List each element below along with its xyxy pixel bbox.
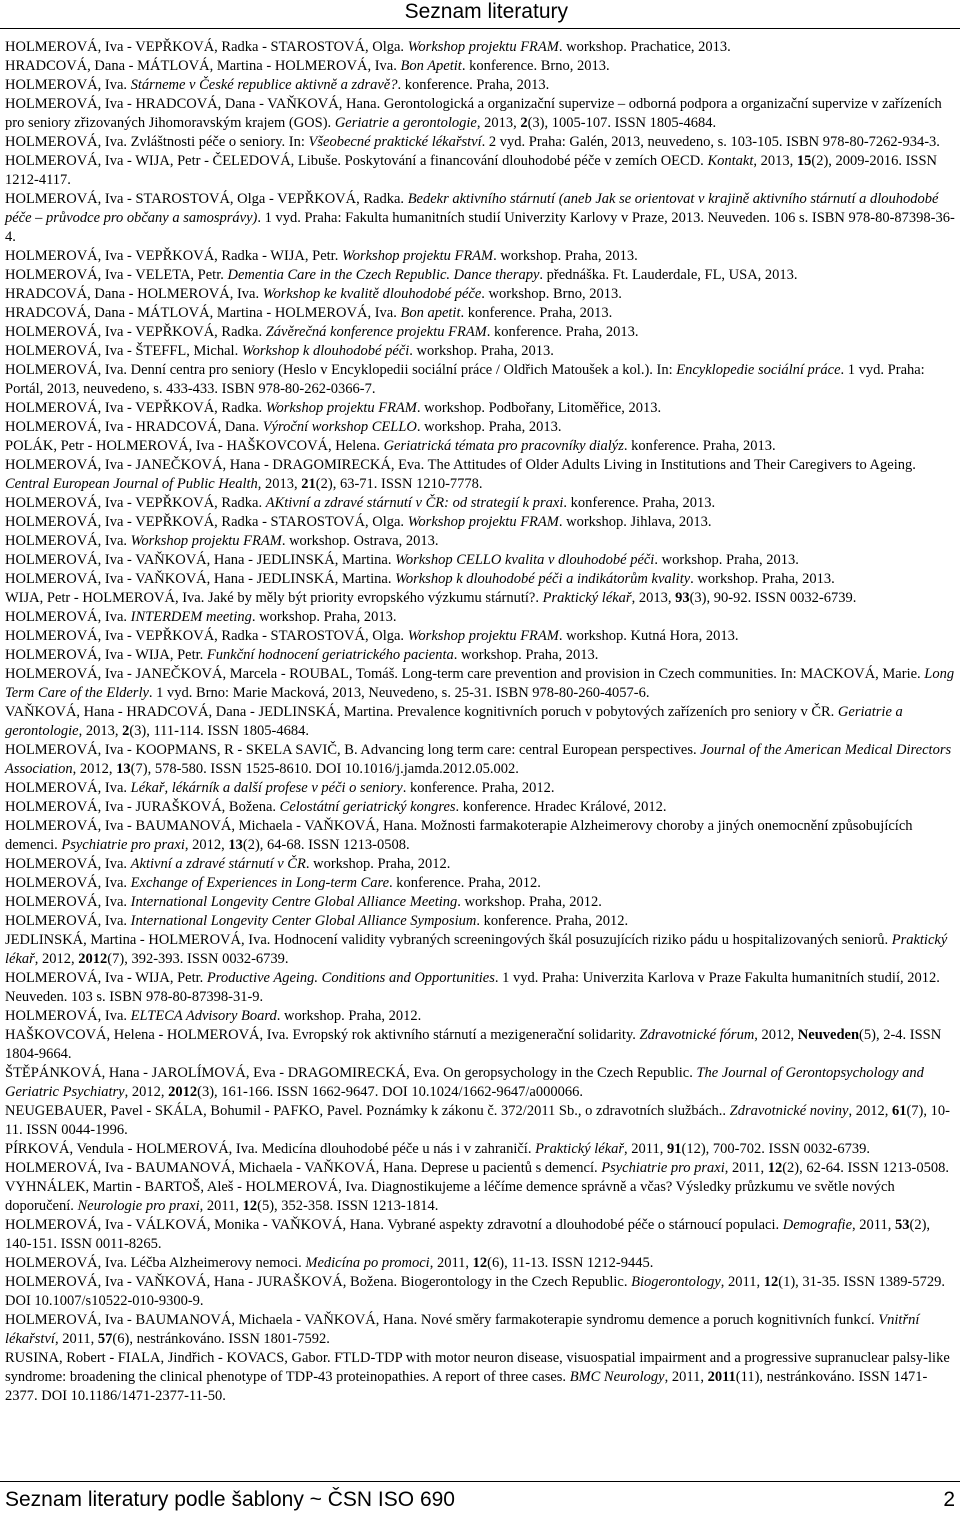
- reference-text: HOLMEROVÁ, Iva - VÁLKOVÁ, Monika - VAŇKOVÁ, Hana. Vybrané aspekty zdravotní a dlouhodobé péče o stárnoucí populaci.: [5, 1217, 783, 1233]
- reference-title: Demografie: [782, 1217, 853, 1233]
- footer-title: Seznam literatury podle šablony ~ ČSN ISO 690: [5, 1488, 455, 1511]
- reference-text: (6), nestránkováno. ISSN 1801-7592.: [112, 1331, 330, 1347]
- reference-text: . konference. Praha, 2013.: [460, 305, 613, 321]
- reference-entry: [5, 399, 955, 418]
- reference-entry: [5, 627, 955, 646]
- reference-text: . workshop. Praha, 2012.: [457, 894, 602, 910]
- reference-title: Vnitřní lékařství: [5, 1312, 920, 1347]
- reference-title: Funkční hodnocení geriatrického pacienta: [206, 647, 454, 663]
- reference-title: Biogerontology: [631, 1274, 721, 1290]
- reference-entry: [5, 1064, 955, 1102]
- reference-text: . workshop. Praha, 2013.: [409, 343, 554, 359]
- reference-text: HOLMEROVÁ, Iva.: [5, 875, 131, 891]
- reference-text: . konference. Praha, 2013.: [397, 77, 550, 93]
- reference-text: HOLMEROVÁ, Iva.: [5, 894, 131, 910]
- reference-text: (3), 1005-107. ISSN 1805-4684.: [527, 115, 717, 131]
- reference-title: Geriatrie a gerontologie: [5, 704, 903, 739]
- reference-text: ŠTĚPÁNKOVÁ, Hana - JAROLÍMOVÁ, Eva - DRAGOMIRECKÁ, Eva. On geropsychology in the Czech Republic.: [5, 1065, 697, 1081]
- reference-entry: [5, 646, 955, 665]
- reference-text: , 2013,: [476, 115, 521, 131]
- reference-text: . workshop. Prachatice, 2013.: [558, 39, 731, 55]
- reference-text: , 2011,: [724, 1160, 768, 1176]
- reference-entry: [5, 1026, 955, 1064]
- reference-title: Celostátní geriatrický kongres: [279, 799, 456, 815]
- reference-volume: 93: [675, 590, 690, 606]
- reference-title: Bon apetit: [400, 305, 461, 321]
- reference-text: . konference. Praha, 2012.: [402, 780, 555, 796]
- reference-entry: [5, 418, 955, 437]
- reference-title: Workshop ke kvalitě dlouhodobé péče: [262, 286, 482, 302]
- reference-entry: [5, 494, 955, 513]
- reference-volume: 2012: [78, 951, 108, 967]
- reference-text: HOLMEROVÁ, Iva - VEPŘKOVÁ, Radka.: [5, 495, 266, 511]
- reference-entry: [5, 76, 955, 95]
- reference-entry: [5, 589, 955, 608]
- reference-text: HRADCOVÁ, Dana - MÁTLOVÁ, Martina - HOLMEROVÁ, Iva.: [5, 58, 401, 74]
- reference-volume: 13: [116, 761, 131, 777]
- reference-text: HOLMEROVÁ, Iva - HRADCOVÁ, Dana - VAŇKOVÁ, Hana. Gerontologická a organizační supervize – odborná podpora a organizační supervize v zařízeních pro seniory zřizovaných Jihomoravským krajem (GOS).: [5, 96, 942, 131]
- reference-text: , 2013,: [78, 723, 123, 739]
- reference-text: . workshop. Praha, 2013.: [654, 552, 799, 568]
- reference-text: VYHNÁLEK, Martin - BARTOŠ, Aleš - HOLMEROVÁ, Iva. Diagnostikujeme a léčíme demence správně a včas? Výsledky průzkumu ve světle nových doporučení.: [5, 1179, 895, 1214]
- reference-title: Zdravotnické noviny: [729, 1103, 849, 1119]
- reference-volume: 2012: [168, 1084, 198, 1100]
- reference-text: HOLMEROVÁ, Iva - JANEČKOVÁ, Marcela - ROUBAL, Tomáš. Long-term care prevention and provision in Czech communities. In: MACKOVÁ, Marie.: [5, 666, 925, 682]
- reference-text: . konference. Praha, 2012.: [389, 875, 541, 891]
- reference-text: (12), 700-702. ISSN 0032-6739.: [681, 1141, 871, 1157]
- reference-entry: [5, 57, 955, 76]
- reference-title: Workshop k dlouhodobé péči a indikátorům kvality: [395, 571, 691, 587]
- reference-text: HOLMEROVÁ, Iva - VEPŘKOVÁ, Radka - STAROSTOVÁ, Olga.: [5, 628, 408, 644]
- reference-text: . 1 vyd. Praha: Portál, 2013, neuvedeno, s. 433-433. ISBN 978-80-262-0366-7.: [5, 362, 925, 397]
- reference-entry: [5, 608, 955, 627]
- reference-text: . workshop. Ostrava, 2013.: [281, 533, 439, 549]
- reference-text: HOLMEROVÁ, Iva.: [5, 609, 131, 625]
- reference-text: (3), 111-114. ISSN 1805-4684.: [129, 723, 309, 739]
- reference-title: Kontakt: [707, 153, 754, 169]
- reference-entry: [5, 1178, 955, 1216]
- reference-title: Workshop projektu FRAM: [407, 514, 559, 530]
- reference-entry: [5, 1140, 955, 1159]
- reference-title: Encyklopedie sociální práce: [676, 362, 841, 378]
- reference-volume: 15: [796, 153, 812, 169]
- reference-text: HOLMEROVÁ, Iva - VEPŘKOVÁ, Radka - WIJA, Petr.: [5, 248, 342, 264]
- reference-entry: [5, 798, 955, 817]
- reference-title: Výroční workshop CELLO: [262, 419, 417, 435]
- reference-title: Zdravotnické fórum: [639, 1027, 755, 1043]
- reference-entry: [5, 152, 955, 190]
- reference-text: . konference. Praha, 2013.: [486, 324, 639, 340]
- reference-text: HRADCOVÁ, Dana - MÁTLOVÁ, Martina - HOLMEROVÁ, Iva.: [5, 305, 401, 321]
- reference-text: , 2012,: [34, 951, 79, 967]
- reference-title: Workshop k dlouhodobé péči: [241, 343, 410, 359]
- reference-text: , 2012,: [754, 1027, 798, 1043]
- reference-text: . přednáška. Ft. Lauderdale, FL, USA, 2013.: [539, 267, 798, 283]
- reference-entry: [5, 817, 955, 855]
- reference-text: HOLMEROVÁ, Iva - STAROSTOVÁ, Olga - VEPŘKOVÁ, Radka.: [5, 191, 408, 207]
- reference-text: HOLMEROVÁ, Iva - KOOPMANS, R - SKELA SAVIČ, B. Advancing long term care: central European perspectives.: [5, 742, 701, 758]
- reference-text: HOLMEROVÁ, Iva - JURAŠKOVÁ, Božena.: [5, 799, 280, 815]
- reference-volume: 91: [667, 1141, 682, 1157]
- reference-text: (3), 161-166. ISSN 1662-9647. DOI 10.1024/1662-9647/a000066.: [197, 1084, 583, 1100]
- reference-entry: [5, 570, 955, 589]
- reference-text: , 2012,: [124, 1084, 169, 1100]
- reference-entry: [5, 969, 955, 1007]
- reference-title: Neurologie pro praxi: [77, 1198, 200, 1214]
- reference-text: HOLMEROVÁ, Iva - VEPŘKOVÁ, Radka - STAROSTOVÁ, Olga.: [5, 514, 408, 530]
- reference-entry: [5, 361, 955, 399]
- reference-entry: [5, 1273, 955, 1311]
- reference-title: Psychiatrie pro praxi: [601, 1160, 725, 1176]
- reference-text: HOLMEROVÁ, Iva - HRADCOVÁ, Dana.: [5, 419, 263, 435]
- reference-title: Bon Apetit: [400, 58, 462, 74]
- reference-text: . konference. Brno, 2013.: [461, 58, 610, 74]
- reference-text: , 2013,: [631, 590, 676, 606]
- reference-text: . workshop. Praha, 2013.: [453, 647, 599, 663]
- reference-entry: [5, 1159, 955, 1178]
- reference-text: HOLMEROVÁ, Iva.: [5, 913, 131, 929]
- reference-entry: [5, 1102, 955, 1140]
- reference-text: HOLMEROVÁ, Iva - VAŇKOVÁ, Hana - JEDLINSKÁ, Martina.: [5, 571, 396, 587]
- reference-text: HOLMEROVÁ, Iva - VAŇKOVÁ, Hana - JEDLINSKÁ, Martina.: [5, 552, 396, 568]
- reference-text: HOLMEROVÁ, Iva.: [5, 780, 131, 796]
- reference-text: HOLMEROVÁ, Iva. Léčba Alzheimerovy nemoci.: [5, 1255, 306, 1271]
- reference-text: HOLMEROVÁ, Iva - VAŇKOVÁ, Hana - JURAŠKOVÁ, Božena. Biogerontology in the Czech Republic.: [5, 1274, 632, 1290]
- reference-title: Workshop projektu FRAM: [265, 400, 417, 416]
- reference-title: Workshop projektu FRAM: [341, 248, 494, 264]
- reference-text: (3), 90-92. ISSN 0032-6739.: [689, 590, 857, 606]
- reference-entry: [5, 532, 955, 551]
- reference-text: . workshop. Praha, 2012.: [305, 856, 451, 872]
- reference-volume: 2: [520, 115, 528, 131]
- reference-title: The Journal of Gerontopsychology and Geriatric Psychiatry: [5, 1065, 924, 1100]
- reference-title: Stárneme v České republice aktivně a zdravě?: [130, 77, 398, 93]
- reference-title: Psychiatrie pro praxi: [61, 837, 185, 853]
- reference-text: HOLMEROVÁ, Iva - WIJA, Petr - ČELEDOVÁ, Libuše. Poskytování a financování dlouhodobé péče v zemích OECD.: [5, 153, 708, 169]
- footer-rule: [0, 1481, 960, 1482]
- reference-title: Závěrečná konference projektu FRAM: [265, 324, 487, 340]
- header-rule: [0, 28, 960, 29]
- reference-entry: [5, 931, 955, 969]
- reference-text: WIJA, Petr - HOLMEROVÁ, Iva. Jaké by měly být priority evropského výzkumu stárnutí?.: [5, 590, 543, 606]
- reference-text: . workshop. Praha, 2013.: [493, 248, 638, 264]
- reference-entry: [5, 133, 955, 152]
- reference-entry: [5, 342, 955, 361]
- reference-entry: [5, 247, 955, 266]
- reference-text: HRADCOVÁ, Dana - HOLMEROVÁ, Iva.: [5, 286, 263, 302]
- reference-text: (2), 140-151. ISSN 0011-8265.: [5, 1217, 931, 1252]
- reference-title: Dementia Care in the Czech Republic. Dance therapy: [227, 267, 540, 283]
- reference-text: HOLMEROVÁ, Iva - BAUMANOVÁ, Michaela - VAŇKOVÁ, Hana. Možnosti farmakoterapie Alzheimerovy choroby a jiných onemocnění způsobujících demenci.: [5, 818, 913, 853]
- reference-text: HOLMEROVÁ, Iva - ŠTEFFL, Michal.: [5, 343, 242, 359]
- reference-text: , 2012,: [848, 1103, 892, 1119]
- reference-title: Všeobecné praktické lékařství: [308, 134, 482, 150]
- reference-text: (5), 2-4. ISSN 1804-9664.: [5, 1027, 942, 1062]
- reference-text: HOLMEROVÁ, Iva - WIJA, Petr.: [5, 647, 207, 663]
- reference-entry: [5, 266, 955, 285]
- reference-text: HOLMEROVÁ, Iva - VELETA, Petr.: [5, 267, 228, 283]
- reference-text: . 2 vyd. Praha: Galén, 2013, neuvedeno, s. 103-105. ISBN 978-80-7262-934-3.: [481, 134, 940, 150]
- reference-text: (1), 31-35. ISSN 1389-5729. DOI 10.1007/s10522-010-9300-9.: [5, 1274, 945, 1309]
- reference-text: HOLMEROVÁ, Iva - WIJA, Petr.: [5, 970, 207, 986]
- reference-text: . workshop. Jihlava, 2013.: [558, 514, 712, 530]
- reference-text: , 2012,: [184, 837, 229, 853]
- reference-text: . workshop. Kutná Hora, 2013.: [558, 628, 739, 644]
- reference-title: ELTECA Advisory Board: [130, 1008, 277, 1024]
- reference-text: . workshop. Podbořany, Litoměřice, 2013.: [416, 400, 662, 416]
- reference-volume: 12: [242, 1198, 258, 1214]
- reference-title: Bedekr aktivního stárnutí (aneb Jak se orientovat v krajině aktivního stárnutí a dlouhodobé péče – průvodce pro občany a samosprávy): [5, 191, 939, 226]
- reference-text: RUSINA, Robert - FIALA, Jindřich - KOVACS, Gabor. FTLD-TDP with motor neuron disease, visuospatial impairment and a progressive supranuclear palsy-like syndrome: broadening the clinical phenotype of TDP-43 proteinopathies. A report of three cases.: [5, 1350, 950, 1385]
- reference-text: (2), 64-68. ISSN 1213-0508.: [242, 837, 410, 853]
- reference-entry: [5, 741, 955, 779]
- reference-entry: [5, 1311, 955, 1349]
- reference-entry: [5, 513, 955, 532]
- reference-text: (2), 63-71. ISSN 1210-7778.: [315, 476, 483, 492]
- reference-entry: [5, 551, 955, 570]
- reference-volume: 21: [301, 476, 316, 492]
- reference-entry: [5, 855, 955, 874]
- reference-text: HOLMEROVÁ, Iva. Zvláštnosti péče o seniory. In:: [5, 134, 309, 150]
- reference-volume: 57: [97, 1331, 113, 1347]
- reference-text: , 2011,: [199, 1198, 243, 1214]
- reference-text: . konference. Praha, 2013.: [563, 495, 716, 511]
- reference-text: HOLMEROVÁ, Iva - BAUMANOVÁ, Michaela - VAŇKOVÁ, Hana. Deprese u pacientů s demencí.: [5, 1160, 602, 1176]
- reference-entry: [5, 95, 955, 133]
- reference-title: Journal of the American Medical Directors Association: [5, 742, 952, 777]
- reference-text: . konference. Praha, 2012.: [476, 913, 629, 929]
- reference-title: Workshop projektu FRAM: [130, 533, 282, 549]
- reference-title: Geriatrie a gerontologie: [334, 115, 477, 131]
- reference-volume: 12: [767, 1160, 783, 1176]
- reference-text: NEUGEBAUER, Pavel - SKÁLA, Bohumil - PAFKO, Pavel. Poznámky k zákonu č. 372/2011 Sb., o zdravotních službách..: [5, 1103, 730, 1119]
- reference-entry: [5, 38, 955, 57]
- reference-entry: [5, 779, 955, 798]
- reference-title: Workshop CELLO kvalita v dlouhodobé péči: [395, 552, 655, 568]
- reference-entry: [5, 456, 955, 494]
- reference-text: (7), 10-11. ISSN 0044-1996.: [5, 1103, 950, 1138]
- reference-text: . workshop. Praha, 2013.: [251, 609, 397, 625]
- reference-text: . workshop. Praha, 2013.: [416, 419, 562, 435]
- reference-volume: 2: [122, 723, 130, 739]
- reference-title: Exchange of Experiences in Long-term Care: [130, 875, 390, 891]
- reference-title: INTERDEM meeting: [130, 609, 252, 625]
- reference-text: HOLMEROVÁ, Iva.: [5, 1008, 131, 1024]
- reference-text: HAŠKOVCOVÁ, Helena - HOLMEROVÁ, Iva. Evropský rok aktivního stárnutí a mezigenerační solidarity.: [5, 1027, 640, 1043]
- reference-volume: 53: [894, 1217, 910, 1233]
- reference-text: . workshop. Praha, 2012.: [276, 1008, 422, 1024]
- reference-title: BMC Neurology: [569, 1369, 665, 1385]
- reference-entry: [5, 190, 955, 247]
- reference-entry: [5, 1007, 955, 1026]
- reference-volume: Neuveden: [797, 1027, 860, 1043]
- reference-text: (5), 352-358. ISSN 1213-1814.: [257, 1198, 439, 1214]
- reference-text: (6), 11-13. ISSN 1212-9445.: [487, 1255, 654, 1271]
- reference-title: Praktický lékař: [5, 932, 948, 967]
- reference-title: Lékař, lékárník a další profese v péči o seniory: [130, 780, 403, 796]
- reference-volume: 12: [763, 1274, 779, 1290]
- reference-entry: [5, 703, 955, 741]
- reference-text: (2), 62-64. ISSN 1213-0508.: [782, 1160, 949, 1176]
- reference-entry: [5, 893, 955, 912]
- reference-title: Aktivní a zdravé stárnutí v ČR: [130, 856, 306, 872]
- page-header-title: Seznam literatury: [404, 0, 568, 23]
- reference-text: POLÁK, Petr - HOLMEROVÁ, Iva - HAŠKOVCOVÁ, Helena.: [5, 438, 384, 454]
- reference-title: Central European Journal of Public Health: [5, 476, 258, 492]
- reference-text: (11), nestránkováno. ISSN 1471-2377. DOI 10.1186/1471-2377-11-50.: [5, 1369, 928, 1404]
- reference-text: (2), 2009-2016. ISSN 1212-4117.: [5, 153, 938, 188]
- reference-entry: [5, 304, 955, 323]
- reference-title: Geriatrická témata pro pracovníky dialýz: [383, 438, 624, 454]
- reference-text: . 1 vyd. Praha: Fakulta humanitních studií Univerzity Karlovy v Praze, 2013. Neuveden. 106 s. ISBN 978-80-87398-36-4.: [5, 210, 955, 245]
- reference-text: . 1 vyd. Praha: Univerzita Karlova v Praze Fakulta humanitních studií, 2012. Neuveden. 103 s. ISBN 978-80-87398-31-9.: [5, 970, 940, 1005]
- reference-text: HOLMEROVÁ, Iva.: [5, 533, 131, 549]
- reference-text: , 2013,: [257, 476, 302, 492]
- reference-text: , 2011,: [720, 1274, 764, 1290]
- reference-text: , 2011,: [852, 1217, 895, 1233]
- reference-title: AKtivní a zdravé stárnutí v ČR: od strategií k praxi: [265, 495, 564, 511]
- reference-text: HOLMEROVÁ, Iva - VEPŘKOVÁ, Radka.: [5, 324, 266, 340]
- reference-volume: 13: [228, 837, 243, 853]
- page-number: 2: [943, 1488, 955, 1511]
- reference-entry: [5, 1254, 955, 1273]
- reference-text: HOLMEROVÁ, Iva.: [5, 77, 131, 93]
- reference-list: [5, 38, 955, 1406]
- reference-entry: [5, 1216, 955, 1254]
- reference-text: . konference. Hradec Králové, 2012.: [455, 799, 667, 815]
- reference-text: HOLMEROVÁ, Iva - VEPŘKOVÁ, Radka.: [5, 400, 266, 416]
- reference-text: . workshop. Praha, 2013.: [690, 571, 835, 587]
- reference-text: HOLMEROVÁ, Iva - BAUMANOVÁ, Michaela - VAŇKOVÁ, Hana. Nové směry farmakoterapie syndromu demence a poruch kognitivních funkcí.: [5, 1312, 879, 1328]
- reference-title: Productive Ageing. Conditions and Opportunities: [206, 970, 495, 986]
- reference-text: HOLMEROVÁ, Iva.: [5, 856, 131, 872]
- reference-entry: [5, 1349, 955, 1406]
- reference-title: Praktický lékař: [542, 590, 632, 606]
- reference-text: , 2011,: [54, 1331, 98, 1347]
- reference-text: , 2013,: [753, 153, 797, 169]
- reference-title: Praktický lékař: [535, 1141, 625, 1157]
- reference-title: Workshop projektu FRAM: [407, 39, 559, 55]
- reference-volume: 2011: [707, 1369, 736, 1385]
- reference-title: Workshop projektu FRAM: [407, 628, 559, 644]
- reference-entry: [5, 912, 955, 931]
- reference-entry: [5, 874, 955, 893]
- reference-entry: [5, 323, 955, 342]
- reference-text: PÍRKOVÁ, Vendula - HOLMEROVÁ, Iva. Medicína dlouhodobé péče u nás i v zahraničí.: [5, 1141, 536, 1157]
- reference-text: (7), 392-393. ISSN 0032-6739.: [107, 951, 289, 967]
- reference-title: International Longevity Center Global Alliance Symposium: [130, 913, 477, 929]
- reference-volume: 61: [891, 1103, 907, 1119]
- reference-text: VAŇKOVÁ, Hana - HRADCOVÁ, Dana - JEDLINSKÁ, Martina. Prevalence kognitivních poruch v pobytových zařízeních pro seniory v ČR.: [5, 704, 838, 720]
- reference-text: HOLMEROVÁ, Iva. Denní centra pro seniory (Heslo v Encyklopedii sociální práce / Oldřich Matoušek a kol.). In:: [5, 362, 677, 378]
- reference-text: , 2011,: [624, 1141, 668, 1157]
- reference-text: JEDLINSKÁ, Martina - HOLMEROVÁ, Iva. Hodnocení validity vybraných screeningových škál posuzujících riziko pádu u hospitalizovaných seniorů.: [5, 932, 892, 948]
- reference-text: . konference. Praha, 2013.: [623, 438, 776, 454]
- reference-text: , 2012,: [72, 761, 117, 777]
- reference-entry: [5, 285, 955, 304]
- reference-text: HOLMEROVÁ, Iva - VEPŘKOVÁ, Radka - STAROSTOVÁ, Olga.: [5, 39, 408, 55]
- reference-text: , 2011,: [429, 1255, 473, 1271]
- reference-text: (7), 578-580. ISSN 1525-8610. DOI 10.1016/j.jamda.2012.05.002.: [130, 761, 519, 777]
- reference-text: , 2011,: [664, 1369, 708, 1385]
- reference-text: . workshop. Brno, 2013.: [481, 286, 622, 302]
- reference-text: HOLMEROVÁ, Iva - JANEČKOVÁ, Hana - DRAGOMIRECKÁ, Eva. The Attitudes of Older Adults Living in Institutions and Their Caregivers to Ageing.: [5, 457, 916, 473]
- reference-title: Long Term Care of the Elderly: [5, 666, 955, 701]
- reference-title: Medicína po promoci: [305, 1255, 430, 1271]
- reference-volume: 12: [472, 1255, 488, 1271]
- reference-title: International Longevity Centre Global Alliance Meeting: [130, 894, 458, 910]
- reference-entry: [5, 437, 955, 456]
- reference-entry: [5, 665, 955, 703]
- reference-text: . 1 vyd. Brno: Marie Macková, 2013, Neuvedeno, s. 25-31. ISBN 978-80-260-4057-6.: [148, 685, 650, 701]
